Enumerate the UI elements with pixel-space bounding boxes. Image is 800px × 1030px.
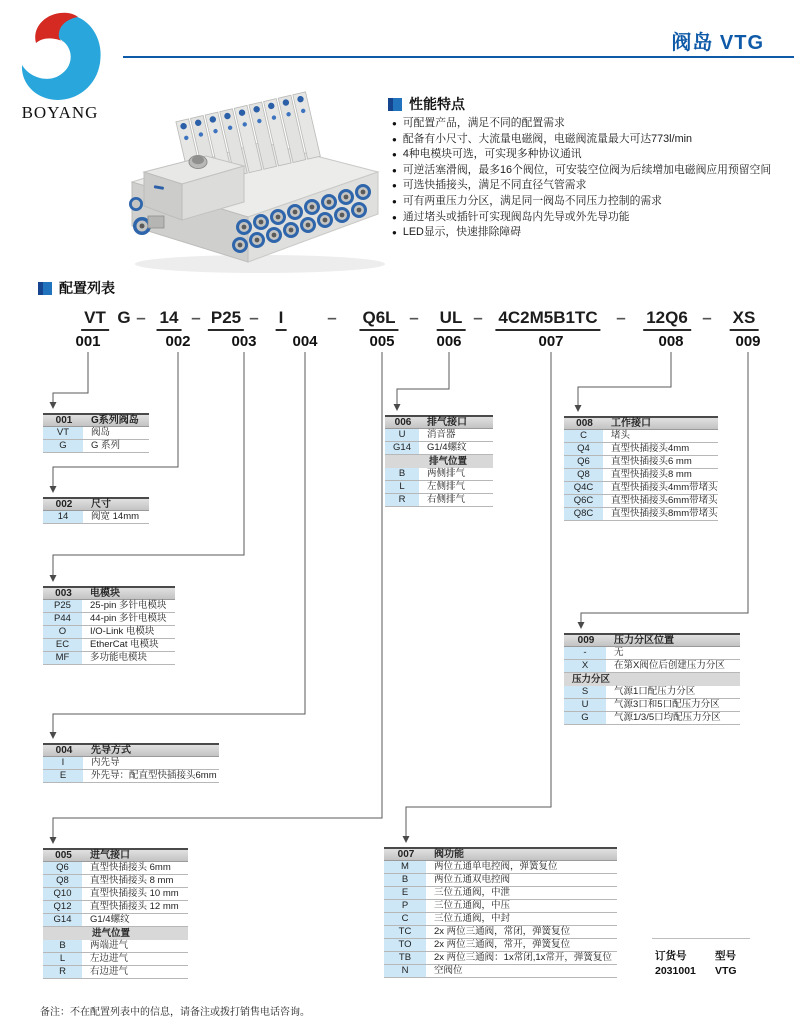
option-code: G14: [43, 914, 84, 926]
model-value: VTG: [715, 965, 737, 977]
order-divider: [652, 938, 750, 939]
option-description: 直型快插接头6 mm: [611, 456, 692, 467]
code-separator: –: [327, 308, 337, 327]
code-separator: –: [409, 308, 419, 327]
option-code: B: [384, 874, 428, 886]
option-code: VT: [43, 427, 85, 439]
code-segment: I: [276, 308, 287, 331]
table-id: 002: [55, 498, 73, 510]
feature-text: 可配置产品，满足不同的配置需求: [402, 117, 565, 129]
code-position-number: 008: [658, 333, 684, 350]
table-header: [43, 586, 175, 600]
table-row: [384, 913, 617, 926]
option-code: Q4C: [564, 482, 605, 494]
option-description: 直型快插接头6mm带堵头: [611, 495, 718, 506]
table-row: [43, 901, 188, 914]
option-description: 直型快插接头 6mm: [90, 862, 171, 873]
option-description: 右侧排气: [427, 494, 466, 505]
code-separator: –: [249, 308, 259, 327]
feature-text: 可选快插接头，满足不同直径气管需求: [402, 179, 587, 192]
table-row: [564, 430, 718, 443]
option-code: -: [564, 647, 608, 659]
table-row: [43, 757, 219, 770]
option-description: 2x 两位三通阀，常开，弹簧复位: [434, 939, 571, 950]
code-separator: –: [616, 308, 626, 327]
option-description: 多功能电模块: [90, 652, 148, 663]
table-row: [43, 639, 175, 652]
feature-text: 通过堵头或插针可实现阀岛内先导或外先导功能: [402, 210, 630, 223]
option-code: C: [564, 430, 605, 442]
table-id: 008: [576, 417, 593, 429]
option-description: 在第X阀位后创建压力分区: [614, 660, 725, 671]
option-description: 两端进气: [90, 940, 129, 951]
option-description: 直型快插接头 12 mm: [90, 901, 179, 912]
config-table-008: [564, 416, 718, 521]
connector-004: [53, 352, 305, 737]
table-row: [43, 953, 188, 966]
feature-text: 可逆活塞滑阀，最多16个阀位，可安装空位阀为后续增加电磁阀应用预留空间: [402, 163, 772, 176]
bullet-icon: ●: [392, 181, 397, 191]
table-row: [43, 875, 188, 888]
table-row: [384, 861, 617, 874]
option-description: 直型快插接头8mm带堵头: [611, 508, 718, 519]
code-segment: 14: [157, 308, 182, 331]
table-header: [564, 416, 718, 430]
table-row: [43, 770, 219, 783]
option-code: P44: [43, 613, 84, 625]
option-code: G: [43, 440, 85, 452]
code-segment: UL: [437, 308, 466, 331]
option-description: 三位五通阀，中封: [434, 913, 511, 924]
option-code: C: [384, 913, 428, 925]
option-code: Q12: [43, 901, 84, 913]
table-title: 阀功能: [434, 848, 464, 860]
code-position-number: 005: [369, 333, 395, 350]
order-number-value: 2031001: [655, 965, 696, 977]
code-separator: –: [473, 308, 483, 327]
table-title: 排气接口: [427, 416, 467, 428]
option-description: 左侧排气: [427, 481, 466, 492]
option-code: TO: [384, 939, 428, 951]
option-code: TB: [384, 952, 428, 964]
footer-note: 备注：不在配置列表中的信息，请备注或拨打销售电话咨询。: [40, 1007, 310, 1018]
config-table-007: [384, 847, 617, 978]
option-code: S: [564, 686, 608, 698]
config-heading-label: 配置列表: [59, 280, 115, 296]
table-row: [384, 926, 617, 939]
table-row: [43, 940, 188, 953]
option-description: 2x 两位三通阀：1x常闭,1x常开，弹簧复位: [434, 952, 612, 963]
table-id: 003: [55, 587, 72, 599]
bullet-icon: ●: [392, 150, 397, 160]
features-heading-label: 性能特点: [409, 96, 465, 112]
table-row: [43, 427, 149, 440]
option-code: R: [385, 494, 421, 506]
option-code: X: [564, 660, 608, 672]
option-code: P25: [43, 600, 84, 612]
option-code: G14: [385, 442, 421, 454]
table-row: [43, 600, 175, 613]
option-description: 空阀位: [434, 965, 463, 976]
table-title: G系列阀岛: [91, 414, 139, 426]
option-description: 两位五通双电控阀: [434, 874, 511, 885]
table-row: [385, 429, 493, 442]
connector-001: [53, 352, 88, 407]
option-description: 右边进气: [90, 966, 129, 977]
table-id: 007: [397, 848, 415, 860]
option-description: 25-pin 多针电模块: [90, 600, 167, 611]
connector-008: [578, 352, 671, 410]
table-title: 先导方式: [91, 744, 131, 756]
option-code: L: [385, 481, 421, 493]
feature-text: 4种电模块可选，可实现多种协议通讯: [402, 148, 582, 161]
option-description: 44-pin 多针电模块: [90, 613, 167, 624]
table-row: [384, 874, 617, 887]
code-segment: 4C2M5B1TC: [495, 308, 600, 331]
option-description: 气源1口配压力分区: [614, 686, 696, 697]
table-row: [564, 508, 718, 521]
option-code: U: [564, 699, 608, 711]
table-row: [385, 494, 493, 507]
table-row: [43, 914, 188, 927]
table-row: [385, 481, 493, 494]
option-code: R: [43, 966, 84, 978]
table-row: [564, 443, 718, 456]
option-code: Q8: [43, 875, 84, 887]
table-row: [384, 900, 617, 913]
code-separator: –: [191, 308, 201, 327]
bullet-icon: ●: [392, 196, 397, 206]
option-code: E: [43, 770, 85, 782]
feature-text: LED显示，快速排除障碍: [402, 226, 522, 239]
table-row: [384, 965, 617, 978]
table-id: 004: [55, 744, 73, 756]
config-table-006: [385, 415, 493, 507]
table-id: 005: [55, 849, 72, 861]
option-code: B: [43, 940, 84, 952]
option-code: O: [43, 626, 84, 638]
table-title: 压力分区位置: [614, 634, 674, 646]
config-table-001: [43, 413, 149, 453]
code-position-number: 003: [231, 333, 257, 350]
code-position-number: 009: [735, 333, 761, 350]
option-code: MF: [43, 652, 84, 664]
brand-name: BOYANG: [21, 103, 99, 122]
code-position-number: 004: [292, 333, 318, 350]
option-description: G1/4螺纹: [427, 442, 467, 453]
option-code: Q6: [564, 456, 605, 468]
table-title: 进气接口: [90, 849, 130, 861]
table-title: 尺寸: [91, 498, 111, 510]
option-description: 2x 两位三通阀，常闭，弹簧复位: [434, 926, 571, 937]
table-id: 006: [394, 416, 412, 428]
code-position-number: 002: [165, 333, 191, 350]
option-code: P: [384, 900, 428, 912]
bullet-icon: ●: [392, 134, 397, 144]
option-description: 阀岛: [91, 427, 111, 438]
table-row: [385, 468, 493, 481]
option-description: 阀宽 14mm: [91, 511, 140, 522]
option-description: I/O-Link 电模块: [90, 626, 155, 637]
table-header: [43, 848, 188, 862]
code-position-number: 006: [436, 333, 462, 350]
option-code: E: [384, 887, 428, 899]
bullet-icon: ●: [392, 119, 397, 128]
option-description: 内先导: [91, 757, 120, 768]
option-description: 气源3口和5口配压力分区: [614, 699, 720, 710]
code-position-number: 001: [75, 333, 101, 350]
feature-text: 配备有小尺寸、大流量电磁阀，电磁阀流量最大可达773l/min: [402, 132, 692, 145]
option-description: 无: [614, 647, 624, 658]
table-row: [564, 495, 718, 508]
table-row: [43, 966, 188, 979]
option-description: 消音器: [427, 429, 456, 440]
table-subheader: 排气位置: [385, 455, 493, 468]
option-code: Q10: [43, 888, 84, 900]
config-table-009: [564, 633, 740, 725]
bullet-icon: ●: [392, 165, 397, 175]
table-row: [384, 952, 617, 965]
option-description: 两侧排气: [427, 468, 466, 479]
table-row: [43, 862, 188, 875]
table-row: [384, 939, 617, 952]
bullet-icon: ●: [392, 228, 397, 238]
option-description: 气源1/3/5口均配压力分区: [614, 712, 721, 723]
config-table-005: [43, 848, 188, 979]
code-segment: 12Q6: [643, 308, 691, 331]
option-code: Q8C: [564, 508, 605, 520]
option-code: B: [385, 468, 421, 480]
option-description: 直型快插接头8 mm: [611, 469, 692, 480]
config-table-004: [43, 743, 219, 783]
option-description: 两位五通单电控阀，弹簧复位: [434, 861, 558, 872]
table-row: [564, 469, 718, 482]
table-id: 001: [55, 414, 73, 426]
option-code: TC: [384, 926, 428, 938]
config-table-003: [43, 586, 175, 665]
option-description: G 系列: [91, 440, 121, 451]
table-subheader: 进气位置: [43, 927, 188, 940]
option-description: EtherCat 电模块: [90, 639, 159, 650]
connector-006: [397, 352, 449, 409]
code-separator: –: [136, 308, 146, 327]
option-description: 左边进气: [90, 953, 129, 964]
page-title: 阀岛 VTG: [671, 32, 764, 54]
table-header: [385, 415, 493, 429]
code-position-number: 007: [538, 333, 564, 350]
table-row: [564, 686, 740, 699]
option-description: 直型快插接头 8 mm: [90, 875, 174, 886]
option-description: 直型快插接头4mm带堵头: [611, 482, 718, 493]
table-row: [385, 442, 493, 455]
table-title: 电模块: [90, 587, 120, 599]
option-description: 直型快插接头4mm: [611, 443, 690, 454]
model-label: 型号: [715, 950, 736, 962]
option-description: 三位五通阀，中泄: [434, 887, 511, 898]
table-row: [43, 511, 149, 524]
table-row: [43, 888, 188, 901]
table-row: [43, 652, 175, 665]
table-row: [43, 613, 175, 626]
option-code: Q4: [564, 443, 605, 455]
option-description: 堵头: [611, 430, 631, 441]
option-code: N: [384, 965, 428, 977]
table-row: [564, 712, 740, 725]
feature-text: 可有两重压力分区，满足同一阀岛不同压力控制的需求: [402, 194, 662, 207]
table-header: [43, 413, 149, 427]
code-segment: P25: [208, 308, 244, 331]
option-description: 外先导：配直型快插接头6mm: [91, 770, 217, 781]
table-subheader: 压力分区: [564, 673, 740, 686]
bullet-icon: ●: [392, 212, 397, 222]
table-row: [564, 699, 740, 712]
option-description: G1/4螺纹: [90, 914, 130, 925]
option-code: U: [385, 429, 421, 441]
table-row: [564, 456, 718, 469]
option-code: Q6: [43, 862, 84, 874]
option-code: I: [43, 757, 85, 769]
table-header: [43, 497, 149, 511]
option-code: Q8: [564, 469, 605, 481]
table-row: [384, 887, 617, 900]
table-row: [564, 660, 740, 673]
table-row: [43, 440, 149, 453]
code-segment: Q6L: [359, 308, 398, 331]
option-code: Q6C: [564, 495, 605, 507]
table-title: 工作接口: [611, 417, 651, 429]
code-segment: XS: [730, 308, 759, 331]
option-code: L: [43, 953, 84, 965]
option-code: M: [384, 861, 428, 873]
option-code: G: [564, 712, 608, 724]
code-separator: –: [702, 308, 712, 327]
option-code: EC: [43, 639, 84, 651]
connector-003: [53, 352, 244, 580]
table-id: 009: [577, 634, 595, 646]
table-row: [564, 482, 718, 495]
table-header: [384, 847, 617, 861]
code-segment: VT: [81, 308, 109, 331]
code-segment: G: [117, 308, 131, 327]
table-row: [564, 647, 740, 660]
table-row: [43, 626, 175, 639]
config-table-002: [43, 497, 149, 524]
table-header: [564, 633, 740, 647]
option-description: 三位五通阀，中压: [434, 900, 511, 911]
option-description: 直型快插接头 10 mm: [90, 888, 179, 899]
table-header: [43, 743, 219, 757]
order-number-label: 订货号: [655, 950, 687, 962]
option-code: 14: [43, 511, 85, 523]
